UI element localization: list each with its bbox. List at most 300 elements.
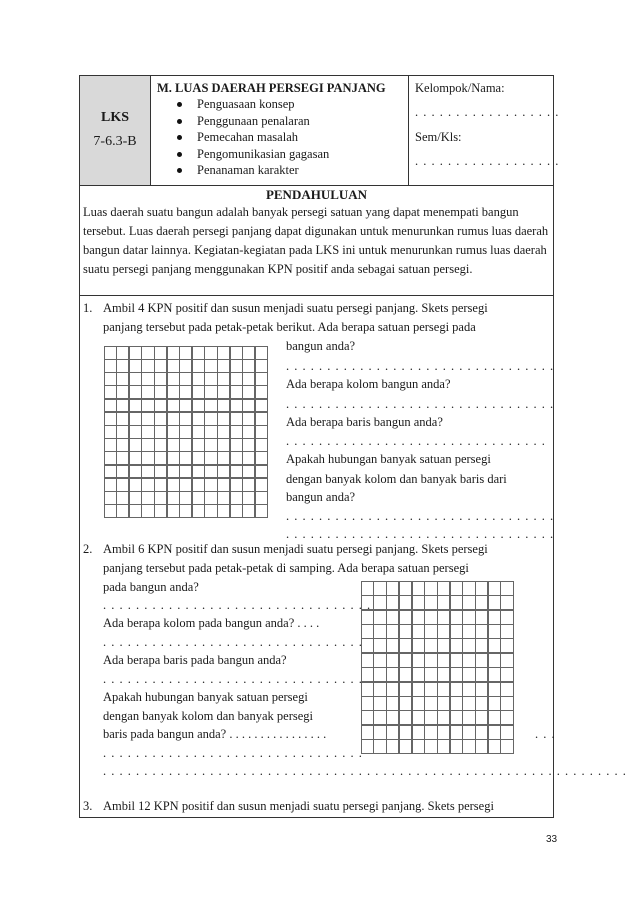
grid-cell[interactable]: [475, 638, 488, 653]
grid-cell[interactable]: [141, 451, 154, 465]
grid-cell[interactable]: [412, 653, 425, 668]
grid-cell[interactable]: [230, 478, 243, 492]
grid-cell[interactable]: [179, 385, 192, 399]
grid-cell[interactable]: [230, 438, 243, 452]
grid-cell[interactable]: [373, 682, 386, 697]
grid-cell[interactable]: [412, 739, 425, 754]
grid-cell[interactable]: [242, 346, 255, 360]
grid-cell[interactable]: [437, 638, 450, 653]
grid-cell[interactable]: [386, 638, 399, 653]
grid-cell[interactable]: [116, 399, 129, 413]
grid-cell[interactable]: [141, 465, 154, 479]
grid-cell[interactable]: [500, 610, 513, 625]
grid-cell[interactable]: [386, 710, 399, 725]
grid-cell[interactable]: [129, 372, 142, 386]
grid-cell[interactable]: [373, 624, 386, 639]
grid-cell[interactable]: [361, 710, 374, 725]
grid-cell[interactable]: [154, 359, 167, 373]
grid-cell[interactable]: [141, 491, 154, 505]
grid-cell[interactable]: [192, 425, 205, 439]
grid-cell[interactable]: [386, 653, 399, 668]
grid-cell[interactable]: [192, 491, 205, 505]
grid-cell[interactable]: [399, 696, 412, 711]
grid-cell[interactable]: [399, 624, 412, 639]
grid-cell[interactable]: [361, 610, 374, 625]
sem-class-field[interactable]: . . . . . . . . . . . . . . . . . .: [415, 154, 560, 168]
grid-cell[interactable]: [154, 372, 167, 386]
grid-cell[interactable]: [242, 504, 255, 518]
grid-cell[interactable]: [488, 667, 501, 682]
grid-cell[interactable]: [104, 491, 117, 505]
q1-answer-rows[interactable]: . . . . . . . . . . . . . . . . . . . . . . . . . . . . . . . .: [286, 434, 546, 448]
grid-cell[interactable]: [230, 399, 243, 413]
grid-cell[interactable]: [437, 739, 450, 754]
grid-cell[interactable]: [192, 385, 205, 399]
grid-cell[interactable]: [217, 491, 230, 505]
grid-cell[interactable]: [204, 504, 217, 518]
q2-answer-units[interactable]: . . . . . . . . . . . . . . . . . . . . . . . . . . . . . . . . .: [103, 598, 372, 612]
grid-cell[interactable]: [373, 653, 386, 668]
grid-cell[interactable]: [450, 610, 463, 625]
grid-cell[interactable]: [192, 478, 205, 492]
grid-cell[interactable]: [179, 372, 192, 386]
grid-cell[interactable]: [217, 478, 230, 492]
q2-answer-columns[interactable]: . . . . . . . . . . . . . . . . . . . . . . . . . . . . . . . .: [103, 635, 363, 649]
grid-cell[interactable]: [424, 610, 437, 625]
grid-cell[interactable]: [242, 491, 255, 505]
grid-cell[interactable]: [361, 739, 374, 754]
grid-cell[interactable]: [104, 399, 117, 413]
grid-cell[interactable]: [475, 725, 488, 740]
grid-cell[interactable]: [129, 399, 142, 413]
grid-cell[interactable]: [179, 346, 192, 360]
grid-cell[interactable]: [475, 624, 488, 639]
grid-cell[interactable]: [104, 385, 117, 399]
grid-cell[interactable]: [462, 653, 475, 668]
grid-cell[interactable]: [424, 667, 437, 682]
grid-cell[interactable]: [217, 438, 230, 452]
grid-cell[interactable]: [167, 478, 180, 492]
grid-cell[interactable]: [167, 504, 180, 518]
grid-cell[interactable]: [424, 682, 437, 697]
grid-cell[interactable]: [462, 581, 475, 596]
grid-cell[interactable]: [204, 385, 217, 399]
grid-cell[interactable]: [217, 385, 230, 399]
grid-cell[interactable]: [242, 478, 255, 492]
grid-cell[interactable]: [412, 710, 425, 725]
grid-cell[interactable]: [242, 385, 255, 399]
grid-cell[interactable]: [361, 682, 374, 697]
grid-cell[interactable]: [450, 725, 463, 740]
grid-cell[interactable]: [230, 412, 243, 426]
grid-cell[interactable]: [179, 504, 192, 518]
grid-cell[interactable]: [475, 667, 488, 682]
grid-cell[interactable]: [399, 667, 412, 682]
grid-cell[interactable]: [450, 739, 463, 754]
grid-cell[interactable]: [462, 725, 475, 740]
grid-cell[interactable]: [204, 491, 217, 505]
grid-cell[interactable]: [141, 412, 154, 426]
grid-cell[interactable]: [500, 581, 513, 596]
grid-cell[interactable]: [242, 465, 255, 479]
grid-cell[interactable]: [373, 739, 386, 754]
grid-cell[interactable]: [129, 504, 142, 518]
grid-cell[interactable]: [399, 739, 412, 754]
grid-cell[interactable]: [450, 624, 463, 639]
grid-cell[interactable]: [129, 412, 142, 426]
grid-cell[interactable]: [255, 451, 268, 465]
q2-answer-relation-2[interactable]: . . . . . . . . . . . . . . . . . . . . . . . . . . . . . . . . . . . . . . . . . . . . . . . . . . . . . . . . . . . . . . . .: [103, 764, 627, 778]
grid-cell[interactable]: [462, 638, 475, 653]
grid-cell[interactable]: [412, 682, 425, 697]
grid-cell[interactable]: [116, 359, 129, 373]
grid-cell[interactable]: [488, 595, 501, 610]
grid-cell[interactable]: [373, 610, 386, 625]
grid-cell[interactable]: [386, 725, 399, 740]
grid-cell[interactable]: [399, 653, 412, 668]
grid-cell[interactable]: [412, 581, 425, 596]
grid-cell[interactable]: [475, 610, 488, 625]
grid-cell[interactable]: [386, 667, 399, 682]
grid-cell[interactable]: [179, 438, 192, 452]
grid-cell[interactable]: [230, 425, 243, 439]
grid-cell[interactable]: [500, 682, 513, 697]
grid-cell[interactable]: [141, 504, 154, 518]
grid-cell[interactable]: [373, 710, 386, 725]
grid-cell[interactable]: [167, 346, 180, 360]
grid-cell[interactable]: [192, 451, 205, 465]
grid-cell[interactable]: [154, 385, 167, 399]
grid-cell[interactable]: [217, 425, 230, 439]
grid-cell[interactable]: [242, 425, 255, 439]
grid-cell[interactable]: [255, 491, 268, 505]
grid-cell[interactable]: [104, 478, 117, 492]
grid-cell[interactable]: [399, 610, 412, 625]
grid-cell[interactable]: [204, 359, 217, 373]
grid-cell[interactable]: [204, 372, 217, 386]
grid-cell[interactable]: [475, 682, 488, 697]
grid-cell[interactable]: [141, 478, 154, 492]
grid-cell[interactable]: [242, 451, 255, 465]
grid-cell[interactable]: [399, 581, 412, 596]
grid-cell[interactable]: [386, 682, 399, 697]
grid-cell[interactable]: [154, 465, 167, 479]
grid-cell[interactable]: [167, 372, 180, 386]
grid-cell[interactable]: [154, 438, 167, 452]
grid-cell[interactable]: [116, 425, 129, 439]
grid-cell[interactable]: [179, 491, 192, 505]
grid-cell[interactable]: [192, 399, 205, 413]
grid-cell[interactable]: [154, 346, 167, 360]
grid-cell[interactable]: [116, 465, 129, 479]
grid-cell[interactable]: [475, 696, 488, 711]
grid-cell[interactable]: [462, 682, 475, 697]
grid-cell[interactable]: [154, 425, 167, 439]
grid-cell[interactable]: [116, 451, 129, 465]
grid-cell[interactable]: [399, 725, 412, 740]
grid-cell[interactable]: [104, 504, 117, 518]
grid-cell[interactable]: [399, 710, 412, 725]
grid-cell[interactable]: [386, 739, 399, 754]
grid-cell[interactable]: [361, 696, 374, 711]
grid-cell[interactable]: [242, 372, 255, 386]
grid-cell[interactable]: [154, 478, 167, 492]
grid-cell[interactable]: [242, 359, 255, 373]
grid-cell[interactable]: [179, 412, 192, 426]
grid-cell[interactable]: [500, 725, 513, 740]
grid-cell[interactable]: [500, 710, 513, 725]
grid-cell[interactable]: [386, 595, 399, 610]
grid-cell[interactable]: [230, 346, 243, 360]
grid-cell[interactable]: [361, 667, 374, 682]
q2-answer-relation-tail[interactable]: . . .: [535, 727, 556, 741]
grid-cell[interactable]: [167, 412, 180, 426]
grid-cell[interactable]: [462, 739, 475, 754]
grid-cell[interactable]: [424, 638, 437, 653]
grid-cell[interactable]: [230, 451, 243, 465]
grid-cell[interactable]: [475, 710, 488, 725]
grid-cell[interactable]: [255, 478, 268, 492]
grid-cell[interactable]: [424, 595, 437, 610]
grid-cell[interactable]: [399, 595, 412, 610]
grid-cell[interactable]: [141, 438, 154, 452]
grid-cell[interactable]: [217, 399, 230, 413]
grid-cell[interactable]: [129, 465, 142, 479]
grid-cell[interactable]: [255, 465, 268, 479]
grid-cell[interactable]: [488, 739, 501, 754]
grid-cell[interactable]: [179, 425, 192, 439]
grid-cell[interactable]: [475, 653, 488, 668]
q1-answer-relation-2[interactable]: . . . . . . . . . . . . . . . . . . . . . . . . . . . . . . . . .: [286, 527, 555, 541]
q1-sketch-grid[interactable]: [104, 346, 268, 518]
grid-cell[interactable]: [116, 504, 129, 518]
grid-cell[interactable]: [129, 359, 142, 373]
grid-cell[interactable]: [154, 491, 167, 505]
grid-cell[interactable]: [230, 372, 243, 386]
grid-cell[interactable]: [361, 725, 374, 740]
grid-cell[interactable]: [230, 385, 243, 399]
grid-cell[interactable]: [141, 372, 154, 386]
grid-cell[interactable]: [373, 638, 386, 653]
q1-answer-units[interactable]: . . . . . . . . . . . . . . . . . . . . . . . . . . . . . . . . .: [286, 359, 555, 373]
grid-cell[interactable]: [204, 399, 217, 413]
grid-cell[interactable]: [129, 346, 142, 360]
grid-cell[interactable]: [154, 399, 167, 413]
grid-cell[interactable]: [104, 372, 117, 386]
grid-cell[interactable]: [475, 595, 488, 610]
q2-sketch-grid[interactable]: [361, 581, 513, 754]
grid-cell[interactable]: [230, 491, 243, 505]
grid-cell[interactable]: [361, 624, 374, 639]
grid-cell[interactable]: [230, 359, 243, 373]
grid-cell[interactable]: [154, 504, 167, 518]
q2-answer-rows[interactable]: . . . . . . . . . . . . . . . . . . . . . . . . . . . . . . . . .: [103, 672, 372, 686]
grid-cell[interactable]: [361, 653, 374, 668]
grid-cell[interactable]: [450, 710, 463, 725]
grid-cell[interactable]: [192, 346, 205, 360]
grid-cell[interactable]: [141, 399, 154, 413]
grid-cell[interactable]: [141, 385, 154, 399]
grid-cell[interactable]: [488, 696, 501, 711]
grid-cell[interactable]: [129, 451, 142, 465]
grid-cell[interactable]: [361, 638, 374, 653]
grid-cell[interactable]: [424, 739, 437, 754]
grid-cell[interactable]: [373, 696, 386, 711]
grid-cell[interactable]: [167, 359, 180, 373]
grid-cell[interactable]: [242, 438, 255, 452]
grid-cell[interactable]: [192, 465, 205, 479]
grid-cell[interactable]: [488, 682, 501, 697]
grid-cell[interactable]: [500, 653, 513, 668]
grid-cell[interactable]: [462, 595, 475, 610]
grid-cell[interactable]: [437, 595, 450, 610]
group-name-field[interactable]: . . . . . . . . . . . . . . . . . .: [415, 105, 560, 119]
grid-cell[interactable]: [437, 581, 450, 596]
grid-cell[interactable]: [437, 725, 450, 740]
grid-cell[interactable]: [255, 385, 268, 399]
grid-cell[interactable]: [437, 682, 450, 697]
grid-cell[interactable]: [488, 624, 501, 639]
grid-cell[interactable]: [424, 725, 437, 740]
grid-cell[interactable]: [386, 624, 399, 639]
grid-cell[interactable]: [116, 346, 129, 360]
grid-cell[interactable]: [104, 359, 117, 373]
grid-cell[interactable]: [141, 425, 154, 439]
grid-cell[interactable]: [450, 653, 463, 668]
grid-cell[interactable]: [424, 624, 437, 639]
grid-cell[interactable]: [373, 581, 386, 596]
grid-cell[interactable]: [412, 638, 425, 653]
grid-cell[interactable]: [104, 465, 117, 479]
grid-cell[interactable]: [488, 710, 501, 725]
grid-cell[interactable]: [412, 667, 425, 682]
grid-cell[interactable]: [116, 385, 129, 399]
grid-cell[interactable]: [129, 425, 142, 439]
grid-cell[interactable]: [167, 438, 180, 452]
grid-cell[interactable]: [167, 465, 180, 479]
grid-cell[interactable]: [500, 638, 513, 653]
grid-cell[interactable]: [129, 385, 142, 399]
grid-cell[interactable]: [129, 438, 142, 452]
grid-cell[interactable]: [361, 595, 374, 610]
grid-cell[interactable]: [116, 438, 129, 452]
grid-cell[interactable]: [255, 359, 268, 373]
grid-cell[interactable]: [204, 412, 217, 426]
grid-cell[interactable]: [192, 359, 205, 373]
grid-cell[interactable]: [116, 478, 129, 492]
grid-cell[interactable]: [386, 610, 399, 625]
grid-cell[interactable]: [192, 438, 205, 452]
grid-cell[interactable]: [192, 372, 205, 386]
grid-cell[interactable]: [255, 346, 268, 360]
grid-cell[interactable]: [462, 610, 475, 625]
grid-cell[interactable]: [167, 451, 180, 465]
grid-cell[interactable]: [242, 399, 255, 413]
grid-cell[interactable]: [217, 372, 230, 386]
grid-cell[interactable]: [230, 504, 243, 518]
grid-cell[interactable]: [475, 581, 488, 596]
grid-cell[interactable]: [217, 465, 230, 479]
grid-cell[interactable]: [437, 610, 450, 625]
grid-cell[interactable]: [424, 581, 437, 596]
grid-cell[interactable]: [104, 438, 117, 452]
q1-answer-relation-1[interactable]: . . . . . . . . . . . . . . . . . . . . . . . . . . . . . . . . .: [286, 509, 555, 523]
grid-cell[interactable]: [179, 465, 192, 479]
grid-cell[interactable]: [179, 359, 192, 373]
grid-cell[interactable]: [412, 624, 425, 639]
grid-cell[interactable]: [437, 696, 450, 711]
grid-cell[interactable]: [462, 624, 475, 639]
grid-cell[interactable]: [255, 425, 268, 439]
grid-cell[interactable]: [386, 696, 399, 711]
grid-cell[interactable]: [500, 696, 513, 711]
grid-cell[interactable]: [488, 581, 501, 596]
grid-cell[interactable]: [255, 372, 268, 386]
grid-cell[interactable]: [500, 624, 513, 639]
grid-cell[interactable]: [129, 478, 142, 492]
q2-answer-relation-1[interactable]: . . . . . . . . . . . . . . . . . . . . . . . . . . . . . . . .: [103, 746, 363, 760]
grid-cell[interactable]: [255, 504, 268, 518]
grid-cell[interactable]: [217, 451, 230, 465]
grid-cell[interactable]: [437, 667, 450, 682]
grid-cell[interactable]: [116, 372, 129, 386]
grid-cell[interactable]: [500, 739, 513, 754]
grid-cell[interactable]: [450, 595, 463, 610]
grid-cell[interactable]: [167, 425, 180, 439]
grid-cell[interactable]: [104, 346, 117, 360]
grid-cell[interactable]: [167, 491, 180, 505]
grid-cell[interactable]: [217, 346, 230, 360]
grid-cell[interactable]: [255, 438, 268, 452]
grid-cell[interactable]: [204, 346, 217, 360]
grid-cell[interactable]: [230, 465, 243, 479]
grid-cell[interactable]: [488, 610, 501, 625]
grid-cell[interactable]: [424, 696, 437, 711]
grid-cell[interactable]: [500, 667, 513, 682]
grid-cell[interactable]: [437, 653, 450, 668]
grid-cell[interactable]: [488, 725, 501, 740]
grid-cell[interactable]: [450, 682, 463, 697]
q1-answer-columns[interactable]: . . . . . . . . . . . . . . . . . . . . . . . . . . . . . . . . .: [286, 397, 555, 411]
grid-cell[interactable]: [255, 399, 268, 413]
grid-cell[interactable]: [424, 710, 437, 725]
grid-cell[interactable]: [412, 595, 425, 610]
grid-cell[interactable]: [424, 653, 437, 668]
grid-cell[interactable]: [462, 696, 475, 711]
grid-cell[interactable]: [399, 638, 412, 653]
grid-cell[interactable]: [386, 581, 399, 596]
grid-cell[interactable]: [462, 710, 475, 725]
grid-cell[interactable]: [192, 504, 205, 518]
grid-cell[interactable]: [204, 451, 217, 465]
grid-cell[interactable]: [450, 581, 463, 596]
grid-cell[interactable]: [450, 667, 463, 682]
grid-cell[interactable]: [204, 438, 217, 452]
grid-cell[interactable]: [450, 638, 463, 653]
grid-cell[interactable]: [412, 696, 425, 711]
grid-cell[interactable]: [255, 412, 268, 426]
grid-cell[interactable]: [141, 359, 154, 373]
grid-cell[interactable]: [217, 359, 230, 373]
grid-cell[interactable]: [488, 638, 501, 653]
grid-cell[interactable]: [437, 624, 450, 639]
grid-cell[interactable]: [373, 595, 386, 610]
grid-cell[interactable]: [129, 491, 142, 505]
grid-cell[interactable]: [217, 504, 230, 518]
grid-cell[interactable]: [462, 667, 475, 682]
grid-cell[interactable]: [154, 451, 167, 465]
grid-cell[interactable]: [192, 412, 205, 426]
